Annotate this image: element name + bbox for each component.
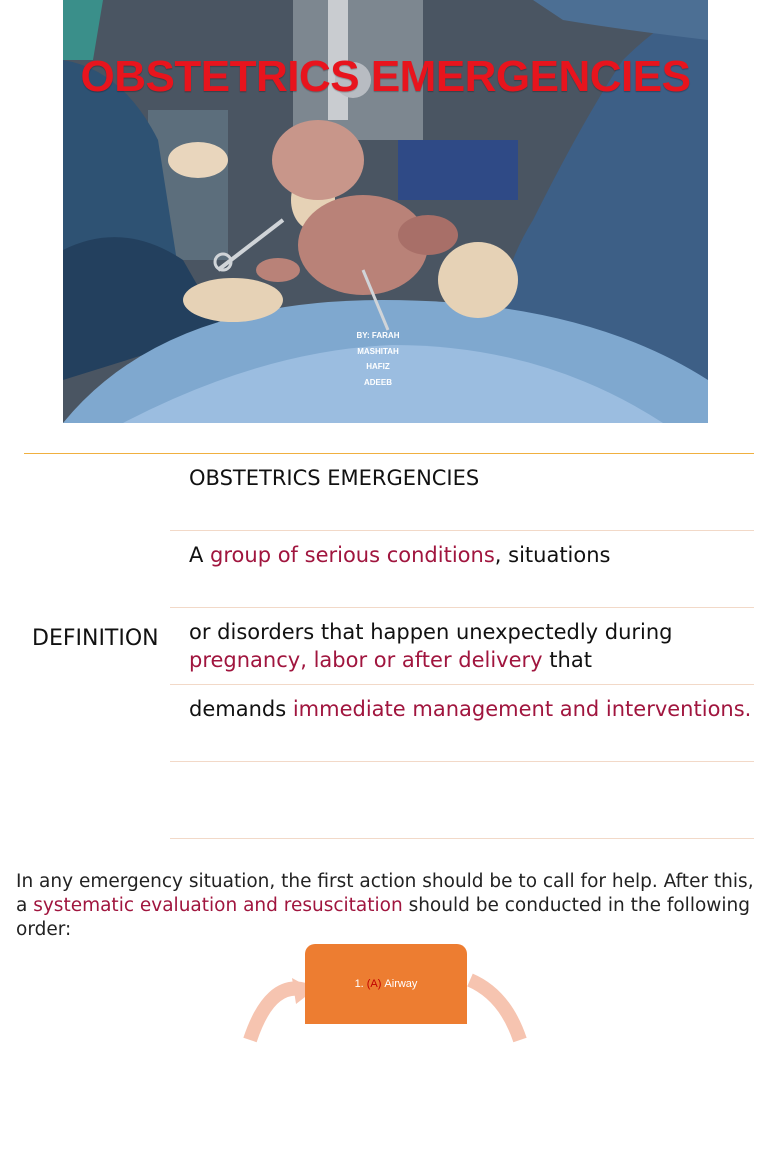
definition-row (170, 454, 754, 531)
step-number: 1. (354, 978, 364, 990)
paragraph-text: should be conducted in the following order: (16, 895, 751, 940)
definition-row (170, 685, 754, 762)
definition-row (170, 762, 754, 839)
byline-line: MASHITAH (357, 346, 399, 356)
definition-text: that (542, 648, 592, 672)
definition-row (170, 531, 754, 608)
intro-paragraph (16, 870, 756, 942)
definition-text: OBSTETRICS EMERGENCIES (189, 466, 480, 490)
definition-highlight: immediate management and interventions. (292, 697, 752, 721)
step-label: Airway (384, 978, 418, 990)
definition-table (170, 454, 754, 839)
definition-text: demands (189, 697, 293, 721)
slide-title: OBSTETRICS EMERGENCIES (80, 52, 691, 101)
byline-line: ADEEB (363, 377, 392, 387)
definition-text: , situations (494, 543, 611, 567)
definition-highlight: group of serious conditions (210, 543, 495, 567)
definition-text: A (189, 543, 211, 567)
byline-line: HAFIZ (366, 362, 390, 371)
title-slide (63, 0, 708, 423)
definition-highlight: pregnancy, labor or after delivery (189, 648, 543, 672)
definition-text: or disorders that happen unexpectedly during (189, 620, 673, 644)
author-byline (333, 328, 423, 390)
paragraph-highlight: systematic evaluation and resuscitation (33, 895, 403, 916)
step-airway-box (305, 944, 467, 1024)
byline-line: BY: FARAH (356, 331, 400, 340)
paragraph-text: In any emergency situation, the first action should be to call for help. After this, a (16, 871, 754, 916)
definition-row (170, 608, 754, 685)
step-letter: (A) (366, 978, 382, 990)
definition-label: DEFINITION (32, 626, 159, 651)
